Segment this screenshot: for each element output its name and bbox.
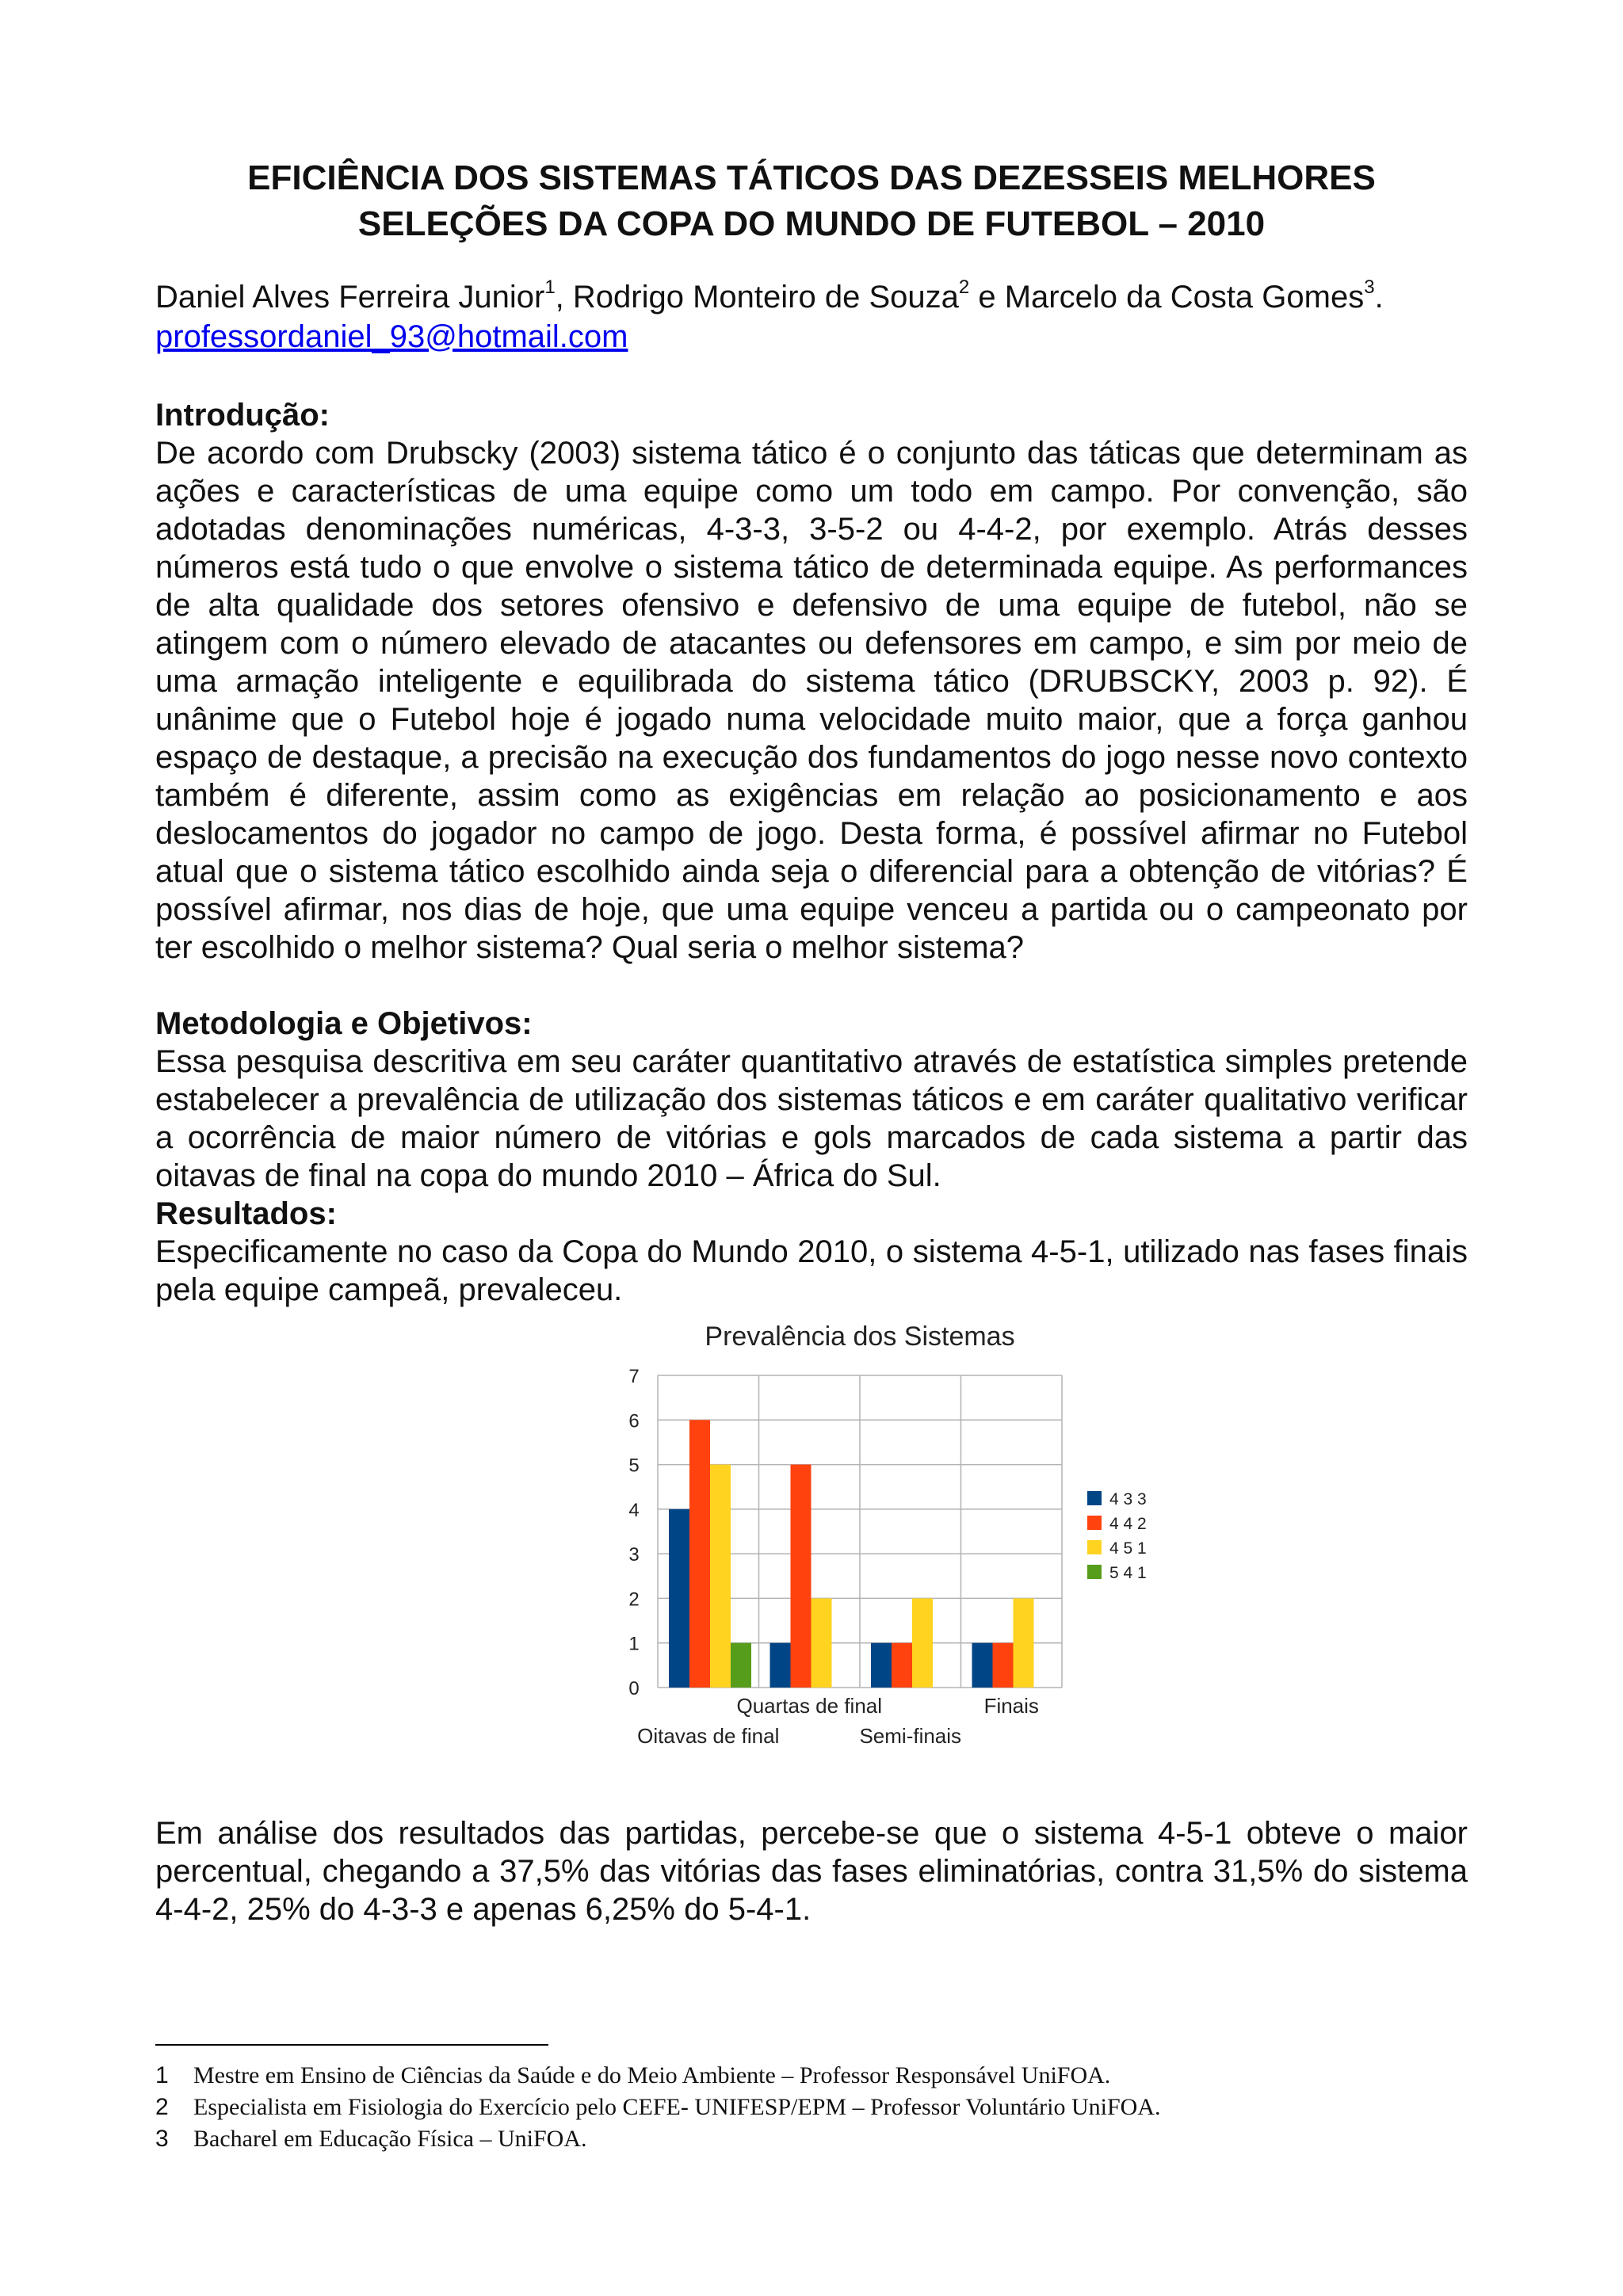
footnote-separator — [155, 2044, 548, 2046]
author-separator: , — [555, 280, 573, 315]
methodology-text: Essa pesquisa descritiva em seu caráter quantitativo através de estatística simples pretende estabelecer a prevalência de utilização dos sistemas táticos e em caráter qualitativo verificar a ocorrência de maior número de vitórias e gols marcados de cada sistema a partir das oitavas de final na copa do mundo 2010 – África do Sul. — [155, 1044, 1468, 1193]
chart-legend-label: 4 5 1 — [1109, 1539, 1147, 1558]
chart-title: Prevalência dos Sistemas — [705, 1322, 1015, 1352]
author-end: . — [1374, 280, 1384, 315]
author-2: Rodrigo Monteiro de Souza — [572, 280, 959, 315]
email-link[interactable]: professordaniel_93@hotmail.com — [155, 319, 628, 354]
footnote-number: 2 — [155, 2094, 169, 2120]
chart-y-tick-label: 0 — [628, 1678, 640, 1699]
footnote-number: 1 — [155, 2062, 169, 2088]
analysis-text: Em análise dos resultados das partidas, percebe-se que o sistema 4-5-1 obteve o maior percentual, chegando a 37,5% das vitórias das fases eliminatórias, contra 31,5% do sistema 4-4-2, 25% do 4-3-3 e apenas 6,25% do 5-4-1. — [155, 1816, 1468, 1927]
chart-bar-442-1 — [791, 1465, 812, 1688]
footnotes — [155, 2060, 1503, 2155]
author-1: Daniel Alves Ferreira Junior — [155, 280, 545, 315]
title-line-1: EFICIÊNCIA DOS SISTEMAS TÁTICOS DAS DEZESSEIS MELHORES — [247, 158, 1376, 197]
author-3: Marcelo da Costa Gomes — [1004, 280, 1365, 315]
chart-x-tick-label: Oitavas de final — [637, 1724, 780, 1748]
footnote-text: Mestre em Ensino de Ciências da Saúde e do Meio Ambiente – Professor Responsável UniFOA. — [193, 2062, 1111, 2088]
chart-legend-swatch — [1087, 1491, 1102, 1505]
chart-bar-541-0 — [731, 1643, 751, 1688]
chart-x-tick-label: Quartas de final — [736, 1694, 883, 1718]
chart-legend-label: 5 4 1 — [1109, 1564, 1147, 1582]
footnote-2 — [155, 2092, 1503, 2123]
chart-bar-451-2 — [912, 1598, 933, 1688]
chart-legend-swatch — [1087, 1540, 1102, 1554]
author-1-footnote-mark: 1 — [544, 277, 556, 298]
chart-bar-442-0 — [689, 1420, 710, 1688]
footnote-1 — [155, 2060, 1503, 2092]
chart-legend-swatch — [1087, 1565, 1102, 1579]
chart-y-tick-label: 6 — [628, 1410, 640, 1432]
chart-legend-swatch — [1087, 1516, 1102, 1530]
chart-x-tick-label: Finais — [983, 1694, 1039, 1718]
author-2-footnote-mark: 2 — [958, 277, 970, 298]
chart-y-tick-label: 3 — [628, 1544, 640, 1566]
chart-bar-442-3 — [993, 1643, 1014, 1688]
chart-y-tick-label: 2 — [628, 1589, 640, 1611]
prevalence-chart — [602, 1315, 1205, 1771]
chart-bar-433-2 — [871, 1643, 892, 1688]
chart-y-tick-label: 5 — [628, 1455, 640, 1477]
introduction-heading: Introdução: — [155, 398, 330, 433]
chart-bar-451-0 — [710, 1465, 731, 1688]
chart-y-tick-label: 7 — [628, 1366, 640, 1387]
methodology-heading: Metodologia e Objetivos: — [155, 1006, 533, 1041]
chart-bar-433-3 — [972, 1643, 993, 1688]
chart-legend-label: 4 4 2 — [1109, 1515, 1147, 1533]
results-heading: Resultados: — [155, 1196, 337, 1231]
footnote-number: 3 — [155, 2126, 169, 2152]
author-3-footnote-mark: 3 — [1364, 277, 1375, 298]
chart-y-tick-label: 4 — [628, 1499, 640, 1521]
chart-bar-433-1 — [770, 1643, 791, 1688]
author-separator: e — [969, 280, 1005, 315]
chart-y-tick-label: 1 — [628, 1633, 640, 1655]
chart-svg — [602, 1315, 1205, 1767]
chart-bar-451-1 — [812, 1598, 832, 1688]
paper-title — [155, 155, 1468, 247]
author-list — [155, 277, 1384, 317]
footnote-text: Bacharel em Educação Física – UniFOA. — [193, 2126, 587, 2152]
chart-legend-label: 4 3 3 — [1109, 1490, 1147, 1508]
chart-x-tick-label: Semi-finais — [859, 1724, 962, 1748]
title-line-2: SELEÇÕES DA COPA DO MUNDO DE FUTEBOL – 2010 — [357, 204, 1266, 243]
chart-bar-451-3 — [1014, 1598, 1034, 1688]
introduction-text: De acordo com Drubscky (2003) sistema tático é o conjunto das táticas que determinam as ações e características de uma equipe como um todo em campo. Por convenção, são adotadas denominações numéricas, 4-3-3, 3-5-2 ou 4-4-2, por exemplo. Atrás desses números está tudo o que envolve o sistema tático de determinada equipe. As performances de alta qualidade dos setores ofensivo e defensivo de uma equipe de futebol, não se atingem com o número elevado de atacantes ou defensores em campo, e sim por meio de uma armação inteligente e equilibrada do sistema tático (DRUBSCKY, 2003 p. 92). É unânime que o Futebol hoje é jogado numa velocidade muito maior, que a força ganhou espaço de destaque, a precisão na execução dos fundamentos do jogo nesse novo contexto também é diferente, assim como as exigências em relação ao posicionamento e aos deslocamentos do jogador no campo de jogo. Desta forma, é possível afirmar no Futebol atual que o sistema tático escolhido ainda seja o diferencial para a obtenção de vitórias? É possível afirmar, nos dias de hoje, que uma equipe venceu a partida ou o campeonato por ter escolhido o melhor sistema? Qual seria o melhor sistema? — [155, 436, 1468, 965]
chart-bar-442-2 — [892, 1643, 912, 1688]
footnote-3 — [155, 2123, 1503, 2155]
results-text: Especificamente no caso da Copa do Mundo 2010, o sistema 4-5-1, utilizado nas fases finais pela equipe campeã, prevaleceu. — [155, 1234, 1468, 1307]
footnote-text: Especialista em Fisiologia do Exercício pelo CEFE- UNIFESP/EPM – Professor Voluntário UniFOA. — [193, 2094, 1161, 2120]
chart-bar-433-0 — [669, 1509, 689, 1688]
